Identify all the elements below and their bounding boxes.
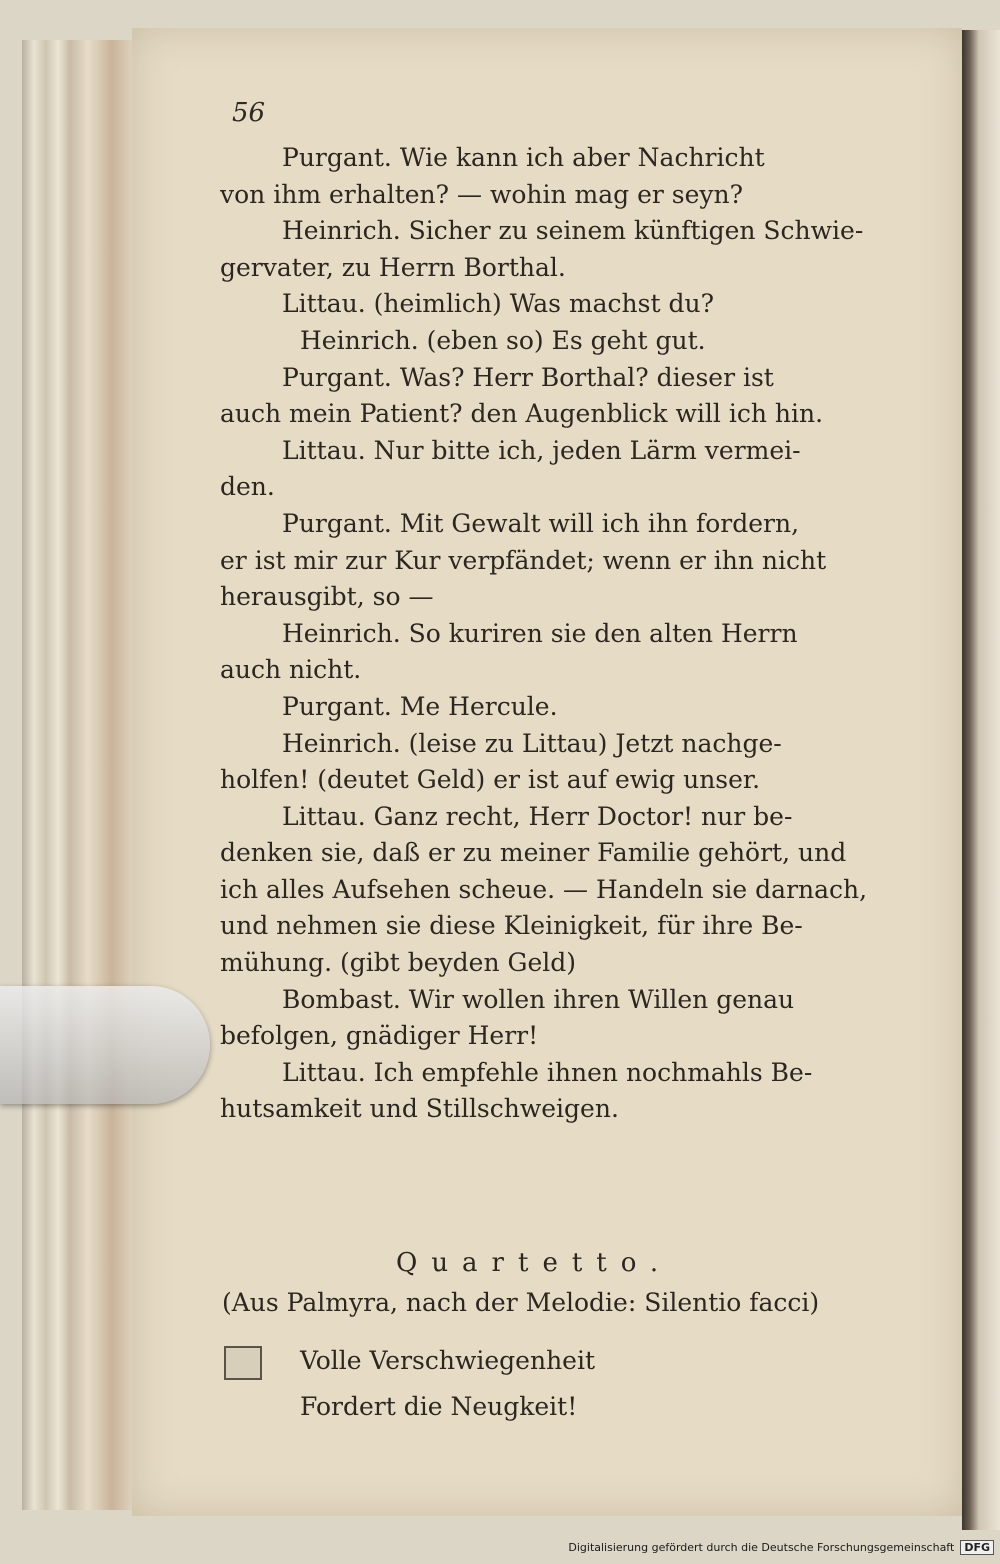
text-line: auch nicht. — [220, 655, 362, 685]
text-line: Littau. Ganz recht, Herr Doctor! nur be- — [282, 801, 793, 831]
text-line: herausgibt, so — — [220, 582, 434, 612]
text-line: den. — [220, 472, 275, 502]
text-line: hutsamkeit und Stillschweigen. — [220, 1094, 619, 1124]
page-text — [220, 140, 910, 1128]
text-line: auch mein Patient? den Augenblick will ich hin. — [220, 399, 824, 429]
page-number: 56 — [232, 98, 266, 128]
text-line: Heinrich. (eben so) Es geht gut. — [300, 325, 706, 355]
text-line: Littau. Ich empfehle ihnen nochmahls Be- — [282, 1057, 813, 1087]
text-line: befolgen, gnädiger Herr! — [220, 1021, 539, 1051]
text-line: holfen! (deutet Geld) er ist auf ewig unser. — [220, 765, 761, 795]
text-line: Littau. Nur bitte ich, jeden Lärm vermei- — [282, 435, 801, 465]
page-tab-marker — [0, 986, 210, 1104]
text-line: Purgant. Mit Gewalt will ich ihn fordern, — [282, 508, 800, 538]
text-line: Heinrich. Sicher zu seinem künftigen Schwie- — [282, 216, 864, 246]
text-line: mühung. (gibt beyden Geld) — [220, 948, 577, 978]
dfg-logo: DFG — [960, 1540, 994, 1555]
text-line: Purgant. Me Hercule. — [282, 691, 558, 721]
footer — [568, 1536, 994, 1558]
text-line: ich alles Aufsehen scheue. — Handeln sie darnach, — [220, 874, 868, 904]
book-right-edge — [962, 30, 1000, 1530]
text-line: Purgant. Was? Herr Borthal? dieser ist — [282, 362, 774, 392]
text-line: Heinrich. (leise zu Littau) Jetzt nachge- — [282, 728, 782, 758]
section-subtitle: (Aus Palmyra, nach der Melodie: Silentio facci) — [222, 1288, 820, 1317]
text-line: und nehmen sie diese Kleinigkeit, für ihre Be- — [220, 911, 803, 941]
text-line: denken sie, daß er zu meiner Familie gehört, und — [220, 838, 847, 868]
text-line: Littau. (heimlich) Was machst du? — [282, 289, 714, 319]
verse-line: Fordert die Neugkeit! — [300, 1392, 578, 1421]
text-line: Purgant. Wie kann ich aber Nachricht — [282, 143, 765, 172]
book-page-edges — [22, 40, 142, 1510]
text-line: gervater, zu Herrn Borthal. — [220, 252, 566, 282]
text-line: Heinrich. So kuriren sie den alten Herrn — [282, 618, 798, 648]
section-heading: Quartetto. — [396, 1248, 673, 1278]
text-line: von ihm erhalten? — wohin mag er seyn? — [220, 179, 744, 209]
footer-text: Digitalisierung gefördert durch die Deutsche Forschungsgemeinschaft — [568, 1540, 955, 1554]
text-line: Bombast. Wir wollen ihren Willen genau — [282, 984, 795, 1014]
stamp-icon — [224, 1346, 262, 1380]
text-line: er ist mir zur Kur verpfändet; wenn er ihn nicht — [220, 545, 827, 575]
verse-line: Volle Verschwiegenheit — [300, 1346, 596, 1375]
